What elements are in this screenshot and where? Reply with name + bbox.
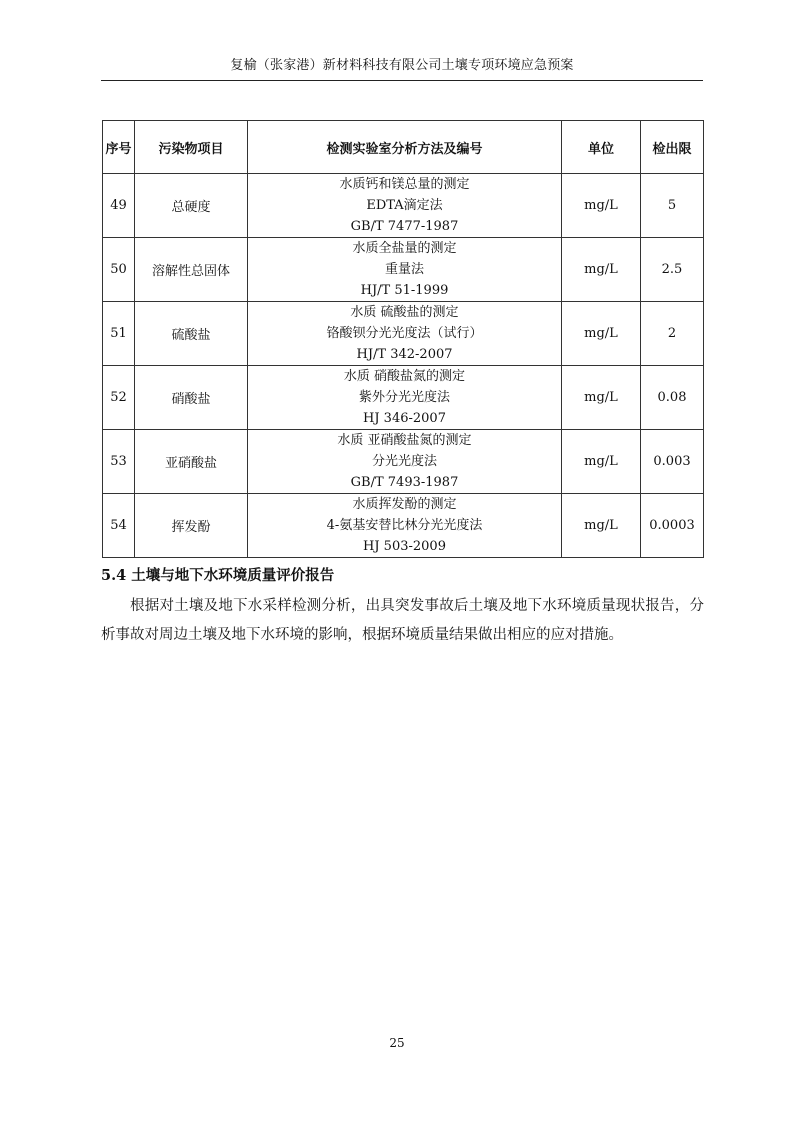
method-technique: 铬酸钡分光光度法（试行）: [326, 326, 483, 341]
row-item: 硫酸盐: [135, 302, 248, 366]
row-limit: 0.08: [641, 366, 704, 430]
row-item: 溶解性总固体: [135, 238, 248, 302]
table-row: [103, 366, 704, 430]
row-method: [248, 238, 562, 302]
row-method: [248, 302, 562, 366]
row-method: [248, 366, 562, 430]
row-unit: mg/L: [562, 430, 641, 494]
method-technique: EDTA滴定法: [366, 198, 443, 213]
method-name: 水质 硫酸盐的测定: [350, 305, 459, 320]
method-technique: 紫外分光光度法: [358, 390, 450, 405]
row-unit: mg/L: [562, 494, 641, 558]
row-limit: 0.0003: [641, 494, 704, 558]
method-standard: GB/T 7477-1987: [350, 219, 459, 234]
column-header-item: 污染物项目: [135, 121, 248, 174]
row-limit: 2: [641, 302, 704, 366]
method-name: 水质挥发酚的测定: [352, 497, 457, 512]
method-standard: GB/T 7493-1987: [350, 475, 459, 490]
method-technique: 4-氨基安替比林分光光度法: [326, 518, 483, 533]
method-technique: 分光光度法: [371, 454, 437, 469]
table-row: [103, 174, 704, 238]
method-name: 水质 亚硝酸盐氮的测定: [337, 433, 472, 448]
row-unit: mg/L: [562, 366, 641, 430]
table-row: [103, 302, 704, 366]
method-name: 水质钙和镁总量的测定: [339, 177, 470, 192]
page-header: 复榆（张家港）新材料科技有限公司土壤专项环境应急预案: [230, 58, 574, 73]
row-method: [248, 494, 562, 558]
method-standard: HJ 346-2007: [363, 411, 446, 426]
row-item: 总硬度: [135, 174, 248, 238]
table-row: [103, 238, 704, 302]
row-unit: mg/L: [562, 238, 641, 302]
row-item: 挥发酚: [135, 494, 248, 558]
row-limit: 2.5: [641, 238, 704, 302]
method-name: 水质全盐量的测定: [352, 241, 457, 256]
page-number: 25: [389, 1036, 405, 1050]
column-header-unit: 单位: [562, 121, 641, 174]
row-method: [248, 430, 562, 494]
row-limit: 0.003: [641, 430, 704, 494]
section-heading: 5.4 土壤与地下水环境质量评价报告: [101, 567, 335, 584]
row-no: 49: [103, 174, 135, 238]
method-technique: 重量法: [384, 262, 424, 277]
method-standard: HJ 503-2009: [363, 539, 446, 554]
method-standard: HJ/T 342-2007: [356, 347, 453, 362]
detection-method-table: [102, 120, 704, 558]
header-divider: [101, 80, 703, 81]
method-standard: HJ/T 51-1999: [360, 283, 449, 298]
table-header-row: [103, 121, 704, 174]
row-no: 51: [103, 302, 135, 366]
row-item: 亚硝酸盐: [135, 430, 248, 494]
row-method: [248, 174, 562, 238]
row-no: 52: [103, 366, 135, 430]
row-no: 50: [103, 238, 135, 302]
body-paragraph: 根据对土壤及地下水采样检测分析，出具突发事故后土壤及地下水环境质量现状报告，分析事故对周边土壤及地下水环境的影响，根据环境质量结果做出相应的应对措施。: [101, 598, 704, 643]
column-header-limit: 检出限: [641, 121, 704, 174]
table-row: [103, 494, 704, 558]
column-header-no: 序号: [103, 121, 135, 174]
column-header-method: 检测实验室分析方法及编号: [248, 121, 562, 174]
row-unit: mg/L: [562, 302, 641, 366]
table-row: [103, 430, 704, 494]
row-item: 硝酸盐: [135, 366, 248, 430]
row-no: 53: [103, 430, 135, 494]
row-no: 54: [103, 494, 135, 558]
method-name: 水质 硝酸盐氮的测定: [343, 369, 466, 384]
row-limit: 5: [641, 174, 704, 238]
row-unit: mg/L: [562, 174, 641, 238]
